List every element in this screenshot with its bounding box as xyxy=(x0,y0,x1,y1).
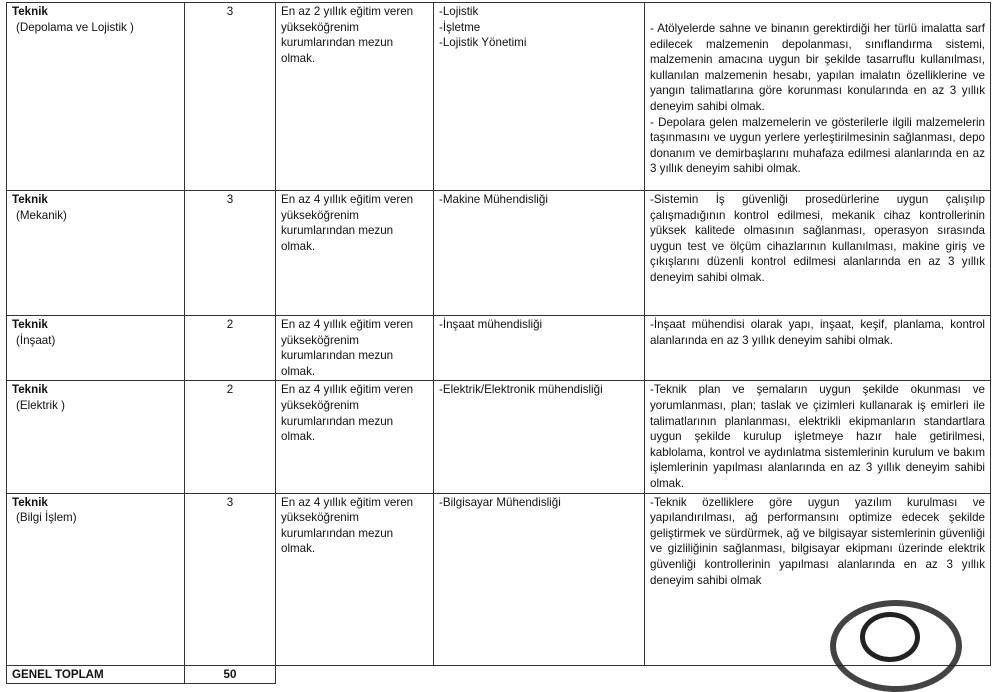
requirements-cell xyxy=(645,191,991,316)
count-cell: 2 xyxy=(185,381,276,493)
position-cell xyxy=(7,3,185,191)
department-item: -Lojistik xyxy=(439,5,479,18)
departments-cell xyxy=(434,191,645,316)
requirements-cell xyxy=(645,316,991,381)
official-stamp-inner xyxy=(860,612,920,662)
requirement-paragraph: -Sistemin İş güvenliği prosedürlerine uygun çalışılıp çalışmadığının kontrol edilmesi, mekanik cihaz kontrollerinin yüksek kalitede olmasının sağlanması, operasyon sırasında uygun test ve ölçüm cihazlarının kullanılması, makine giriş ve çıkışlarını düzenli kontrol edilmesi alanlarında en az 3 yıllık deneyim sahibi olmak. xyxy=(650,193,985,284)
department-item: -İşletme xyxy=(439,20,481,34)
department-item: -Lojistik Yönetimi xyxy=(439,36,527,50)
departments-cell xyxy=(434,3,645,191)
position-subtitle: (Elektrik ) xyxy=(16,398,65,412)
requirement-paragraph: -Teknik özelliklere göre uygun yazılım kurulması ve yapılandırılması, ağ performansını optimize edecek şekilde geliştirmek ve sürdürmek, ağ ve bilgisayar sistemlerinin güvenliği ve gizliliğinin sağlanması, bilgisayar ekipmanı üzerinde elektrik güvenliği kontrollerinin yapılması alanlarında en az 3 yıllık deneyim sahibi olmak xyxy=(650,495,985,587)
position-title: Teknik xyxy=(12,383,48,397)
table-row xyxy=(7,381,991,493)
position-subtitle: (Bilgi İşlem) xyxy=(16,511,77,525)
departments-cell xyxy=(434,493,645,665)
requirement-paragraph: - Atölyelerde sahne ve binanın gerektirdiği her türlü imalatta sarf edilecek malzemenin depolanması, sınıflandırma sistemi, malzemenin amacına uygun bir şekilde tasarruflu kullanılması, kullanılan malzemenin hesabı, yapılan imalatın özelliklerine ve yangın talimatlarına göre korunması konularında en az 3 yıllık deneyim sahibi olmak. xyxy=(650,22,985,113)
position-subtitle: (Depolama ve Lojistik ) xyxy=(16,20,134,34)
empty-cell xyxy=(276,665,434,684)
total-value: 50 xyxy=(185,665,276,684)
position-title: Teknik xyxy=(12,193,48,206)
table-row xyxy=(7,3,991,191)
table-row xyxy=(7,316,991,381)
position-title: Teknik xyxy=(12,5,48,18)
department-item: -Elektrik/Elektronik mühendisliği xyxy=(439,383,603,397)
department-item: -İnşaat mühendisliği xyxy=(439,318,543,331)
table-row xyxy=(7,191,991,316)
count-cell: 2 xyxy=(185,316,276,381)
requirement-paragraph: - Depolara gelen malzemelerin ve gösterilerle ilgili malzemelerin taşınmasını ve uygun yerlere yerleştirilmesinin sağlanması, depo donanım ve demirbaşlarını muhafaza edilmesi alanlarında en az 3 yıllık deneyim sahibi olmak. xyxy=(650,115,985,176)
department-item: -Bilgisayar Mühendisliği xyxy=(439,495,561,509)
education-cell: En az 2 yıllık eğitim veren yükseköğrenim kurumlarından mezun olmak. xyxy=(276,3,434,191)
total-label: GENEL TOPLAM xyxy=(7,665,185,684)
requirement-paragraph: -Teknik plan ve şemaların uygun şekilde okunması ve yorumlanması, plan; taslak ve çizimleri kullanarak iş emirleri ile talimatlarının planlanması, elektrikli ekipmanların standartlara uygun şekilde kurulup işletmeye hazır hale getirilmesi, kablolama, kontrol ve aydınlatma sistemlerinin kurulum ve bakım işlemlerinin yapılması alanlarında en az 3 yıllık deneyim sahibi olmak. xyxy=(650,383,985,490)
position-title: Teknik xyxy=(12,318,48,331)
education-cell: En az 4 yıllık eğitim veren yükseköğrenim kurumlarından mezun olmak. xyxy=(276,191,434,316)
position-subtitle: (Mekanik) xyxy=(16,208,67,222)
position-subtitle: (İnşaat) xyxy=(16,333,56,347)
requirements-cell xyxy=(645,3,991,191)
count-cell: 3 xyxy=(185,3,276,191)
departments-cell xyxy=(434,316,645,381)
empty-cell xyxy=(434,665,645,684)
education-cell: En az 4 yıllık eğitim veren yükseköğrenim kurumlarından mezun olmak. xyxy=(276,316,434,381)
count-cell: 3 xyxy=(185,493,276,665)
requirement-paragraph: -İnşaat mühendisi olarak yapı, inşaat, keşif, planlama, kontrol alanlarında en az 3 yıllık deneyim sahibi olmak. xyxy=(650,318,985,347)
position-cell xyxy=(7,316,185,381)
requirements-cell xyxy=(645,381,991,493)
count-cell: 3 xyxy=(185,191,276,316)
education-cell: En az 4 yıllık eğitim veren yükseköğrenim kurumlarından mezun olmak. xyxy=(276,493,434,665)
positions-table xyxy=(6,2,991,684)
education-cell: En az 4 yıllık eğitim veren yükseköğrenim kurumlarından mezun olmak. xyxy=(276,381,434,493)
department-item: -Makine Mühendisliği xyxy=(439,193,548,206)
position-cell xyxy=(7,493,185,665)
position-title: Teknik xyxy=(12,495,48,509)
position-cell xyxy=(7,381,185,493)
departments-cell xyxy=(434,381,645,493)
position-cell xyxy=(7,191,185,316)
